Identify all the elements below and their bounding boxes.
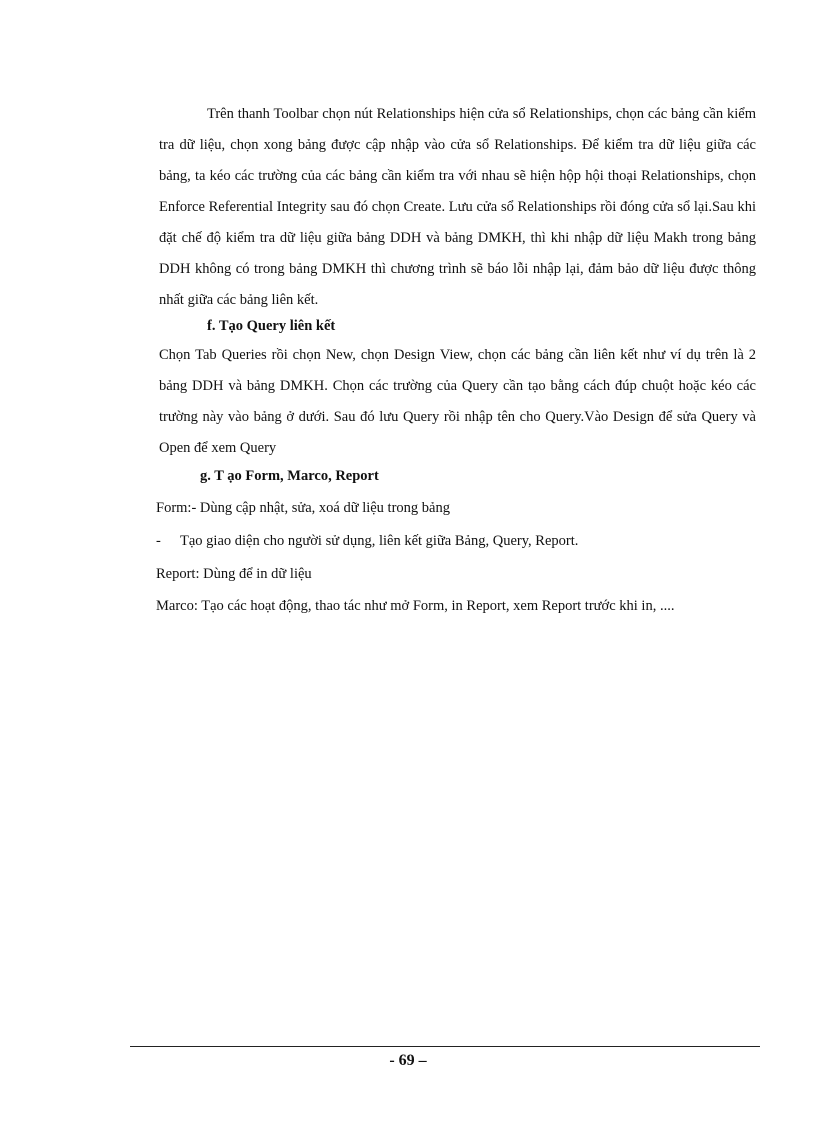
footer-divider (130, 1046, 760, 1047)
report-line: Report: Dùng để in dữ liệu (156, 566, 312, 582)
page-number: - 69 – (389, 1052, 427, 1069)
paragraph-query: Chọn Tab Queries rồi chọn New, chọn Design View, chọn các bảng cần liên kết như ví dụ trên là 2 bảng DDH và bảng DMKH. Chọn các trường của Query cần tạo bằng cách đúp chuột hoặc kéo các trường này vào bảng ở dưới. Sau đó lưu Query rồi nhập tên cho Query.Vào Design để sửa Query và Open để xem Query (159, 347, 756, 456)
marco-line: Marco: Tạo các hoạt động, thao tác như mở Form, in Report, xem Report trước khi in, .... (156, 598, 675, 614)
bullet-item (156, 531, 578, 551)
paragraph-relationships: Trên thanh Toolbar chọn nút Relationships hiện cửa sổ Relationships, chọn các bảng cần kiểm tra dữ liệu, chọn xong bảng được cập nhập vào cửa sổ Relationships. Để kiểm tra dữ liệu giữa các bảng, ta kéo các trường của các bảng cần kiểm tra với nhau sẽ hiện hộp hội thoại Relationships, chọn Enforce Referential Integrity sau đó chọn Create. Lưu cửa sổ Relationships rồi đóng cửa sổ lại.Sau khi đặt chế độ kiểm tra dữ liệu giữa bảng DDH và bảng DMKH, thì khi nhập dữ liệu Makh trong bảng DDH không có trong bảng DMKH thì chương trình sẽ báo lỗi nhập lại, đảm bảo dữ liệu được thông nhất giữa các bảng liên kết. (159, 106, 756, 308)
heading-create-query: f. Tạo Query liên kết (207, 318, 336, 334)
heading-create-form: g. T ạo Form, Marco, Report (200, 468, 379, 484)
form-line: Form:- Dùng cập nhật, sửa, xoá dữ liệu trong bảng (156, 500, 450, 516)
bullet-dash: - (156, 533, 161, 549)
bullet-text: Tạo giao diện cho người sử dụng, liên kết giữa Bảng, Query, Report. (180, 533, 579, 549)
